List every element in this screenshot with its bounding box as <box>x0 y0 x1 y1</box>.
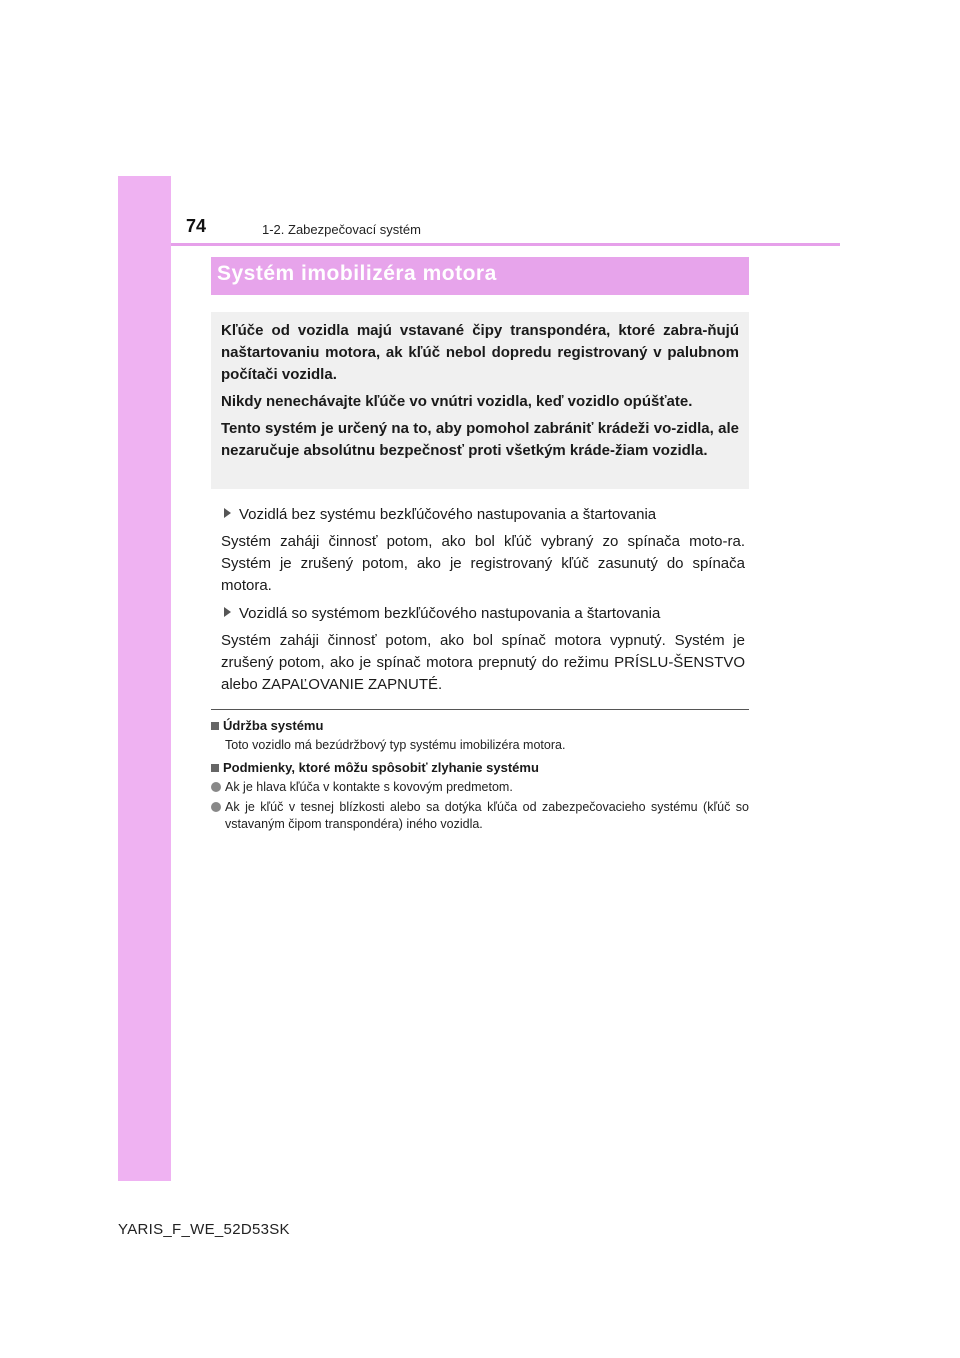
document-code: YARIS_F_WE_52D53SK <box>118 1221 290 1238</box>
title-banner <box>211 257 749 295</box>
section-heading <box>221 603 745 625</box>
circle-bullet-icon <box>211 782 221 792</box>
section-label: 1-2. Zabezpečovací systém <box>262 222 421 237</box>
section-heading <box>221 504 745 526</box>
page-number: 74 <box>186 216 207 236</box>
notes-divider <box>211 709 749 710</box>
note-heading-text: Údržba systému <box>223 718 324 733</box>
note-heading <box>211 717 749 735</box>
intro-paragraph: Nikdy nenechávajte kľúče vo vnútri vozidla, keď vozidlo opúšťate. <box>221 393 693 410</box>
note-list-item <box>211 799 749 833</box>
note-heading <box>211 759 749 777</box>
circle-bullet-icon <box>211 802 221 812</box>
note-list-item <box>211 779 749 796</box>
section-heading-text: Vozidlá so systémom bezkľúčového nastupovania a štartovania <box>239 605 661 622</box>
section-text: Systém zaháji činnosť potom, ako bol kľúč vybraný zo spínača moto-ra. Systém je zrušený potom, ako je registrovaný kľúč zasunutý do spínača motora. <box>221 533 745 594</box>
intro-paragraph: Tento systém je určený na to, aby pomohol zabrániť krádeži vo-zidla, ale nezaručuje absolútnu bezpečnosť proti všetkým kráde-žiam vozidla. <box>221 420 739 459</box>
body-content <box>221 504 745 702</box>
square-bullet-icon <box>211 722 219 730</box>
square-bullet-icon <box>211 764 219 772</box>
arrow-right-icon <box>224 607 231 617</box>
note-heading-text: Podmienky, ktoré môžu spôsobiť zlyhanie systému <box>223 760 539 775</box>
note-list-item-text: Ak je kľúč v tesnej blízkosti alebo sa dotýka kľúča od zabezpečovacieho systému (kľúč so vstavaným čipom transpondéra) iného vozidla. <box>225 800 749 831</box>
note-text: Toto vozidlo má bezúdržbový typ systému imobilizéra motora. <box>225 738 566 752</box>
page-title: Systém imobilizéra motora <box>217 262 497 285</box>
header-divider <box>171 243 840 246</box>
note-list-item-text: Ak je hlava kľúča v kontakte s kovovým predmetom. <box>225 780 513 794</box>
intro-paragraph: Kľúče od vozidla majú vstavané čipy transpondéra, ktoré zabra-ňujú naštartovaniu motora, ak kľúč nebol dopredu registrovaný v palubnom počítači vozidla. <box>221 322 739 383</box>
side-tab <box>118 176 171 1181</box>
notes-section <box>211 717 749 836</box>
arrow-right-icon <box>224 508 231 518</box>
section-text: Systém zaháji činnosť potom, ako bol spínač motora vypnutý. Systém je zrušený potom, ako je spínač motora prepnutý do režimu PRÍSLU-ŠENSTVO alebo ZAPAĽOVANIE ZAPNUTÉ. <box>221 632 745 693</box>
section-heading-text: Vozidlá bez systému bezkľúčového nastupovania a štartovania <box>239 506 657 523</box>
intro-box <box>211 312 749 489</box>
